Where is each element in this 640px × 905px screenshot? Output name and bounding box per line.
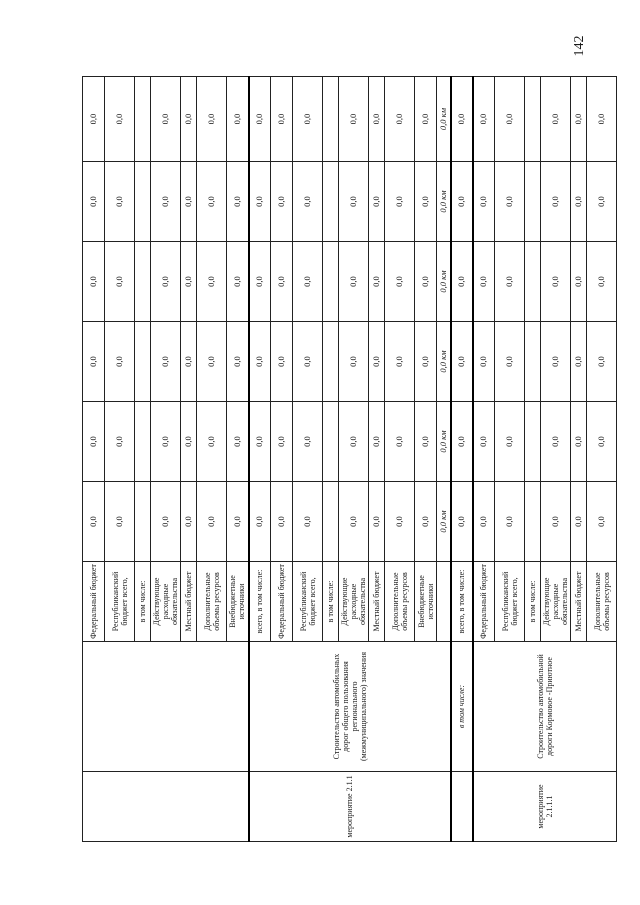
value-cell: 0,0 [339, 77, 369, 162]
value-cell: 0,0 [181, 322, 197, 402]
funding-source-cell: Дополнительные объемы ресурсов [587, 562, 617, 642]
value-cell: 0,0 [385, 242, 415, 322]
value-cell: 0,0 [293, 322, 323, 402]
value-cell: 0,0 [473, 322, 495, 402]
value-cell [135, 77, 151, 162]
value-cell: 0,0 [385, 322, 415, 402]
value-cell: 0,0 [415, 162, 437, 242]
value-cell: 0,0 [197, 482, 227, 562]
value-cell [323, 162, 339, 242]
value-cell: 0,0 [415, 482, 437, 562]
value-cell: 0,0 [587, 322, 617, 402]
funding-source-cell: Действующие расходные обязательства [339, 562, 369, 642]
funding-source-cell: Дополнительные объемы ресурсов [385, 562, 415, 642]
value-cell: 0,0 [339, 162, 369, 242]
value-cell: 0,0 [249, 77, 271, 162]
value-cell: 0,0 [249, 162, 271, 242]
value-cell: 0,0 [293, 242, 323, 322]
value-cell: 0,0 [339, 242, 369, 322]
funding-source-cell: Республиканский бюджет всего, [495, 562, 525, 642]
value-cell: 0,0 [249, 242, 271, 322]
value-cell: 0,0 [541, 77, 571, 162]
value-cell: 0,0 км [437, 162, 451, 242]
value-cell: 0,0 [227, 402, 249, 482]
value-cell: 0,0 [473, 162, 495, 242]
value-cell: 0,0 [181, 77, 197, 162]
value-cell: 0,0 [571, 402, 587, 482]
funding-source-cell: Действующие расходные обязательства [151, 562, 181, 642]
value-cell: 0,0 [495, 402, 525, 482]
measure-name-cell: Строительство автомобильной дороги Кормовое -Приютное [473, 642, 617, 772]
value-cell: 0,0 [385, 482, 415, 562]
value-cell: 0,0 [197, 162, 227, 242]
value-cell: 0,0 [83, 322, 105, 402]
funding-source-cell: Действующие расходные обязательства [541, 562, 571, 642]
value-cell: 0,0 [249, 482, 271, 562]
value-cell: 0,0 [495, 77, 525, 162]
value-cell: 0,0 [227, 242, 249, 322]
table-row [83, 77, 105, 842]
value-cell: 0,0 [105, 482, 135, 562]
value-cell: 0,0 [415, 322, 437, 402]
funding-source-cell: Местный бюджет [181, 562, 197, 642]
funding-source-cell: Местный бюджет [571, 562, 587, 642]
value-cell: 0,0 [473, 77, 495, 162]
value-cell: 0,0 [473, 242, 495, 322]
value-cell: 0,0 [151, 402, 181, 482]
value-cell: 0,0 [495, 242, 525, 322]
value-cell: 0,0 [385, 77, 415, 162]
value-cell: 0,0 [571, 77, 587, 162]
funding-source-cell: всего, в том числе: [249, 562, 271, 642]
funding-source-cell: Внебюджетные источники [415, 562, 437, 642]
value-cell: 0,0 [271, 482, 293, 562]
funding-source-cell: Местный бюджет [369, 562, 385, 642]
value-cell: 0,0 [197, 77, 227, 162]
funding-source-cell [437, 562, 451, 642]
value-cell: 0,0 км [437, 322, 451, 402]
value-cell: 0,0 [271, 77, 293, 162]
value-cell: 0,0 [587, 482, 617, 562]
value-cell: 0,0 [227, 162, 249, 242]
value-cell: 0,0 [541, 242, 571, 322]
value-cell: 0,0 [473, 482, 495, 562]
value-cell: 0,0 [451, 242, 473, 322]
funding-source-cell: в том числе: [135, 562, 151, 642]
value-cell: 0,0 [105, 162, 135, 242]
value-cell: 0,0 [293, 482, 323, 562]
value-cell [323, 482, 339, 562]
measure-code-cell: мероприятие 2.1.1.1 [473, 772, 617, 842]
value-cell: 0,0 [181, 482, 197, 562]
value-cell [323, 402, 339, 482]
value-cell: 0,0 [369, 242, 385, 322]
value-cell: 0,0 [83, 482, 105, 562]
value-cell: 0,0 [385, 162, 415, 242]
value-cell: 0,0 [339, 322, 369, 402]
value-cell: 0,0 [587, 162, 617, 242]
table-row [451, 77, 473, 842]
measure-name-cell: Строительство автомобильных дорог общего пользования регионального (межмуниципального) значения [249, 642, 451, 772]
value-cell: 0,0 [385, 402, 415, 482]
value-cell [135, 162, 151, 242]
value-cell: 0,0 [369, 77, 385, 162]
value-cell: 0,0 [271, 242, 293, 322]
value-cell: 0,0 [105, 402, 135, 482]
value-cell: 0,0 [339, 482, 369, 562]
value-cell: 0,0 км [437, 402, 451, 482]
value-cell: 0,0 [541, 482, 571, 562]
funding-source-cell: Республиканский бюджет всего, [105, 562, 135, 642]
value-cell: 0,0 [339, 402, 369, 482]
measure-code-cell: мероприятие 2.1.1 [249, 772, 451, 842]
value-cell [135, 482, 151, 562]
value-cell [135, 242, 151, 322]
value-cell: 0,0 [293, 162, 323, 242]
table-row [249, 77, 271, 842]
value-cell: 0,0 [571, 162, 587, 242]
value-cell: 0,0 [495, 162, 525, 242]
value-cell: 0,0 [105, 77, 135, 162]
value-cell: 0,0 [587, 242, 617, 322]
value-cell: 0,0 [83, 162, 105, 242]
value-cell: 0,0 [369, 402, 385, 482]
value-cell: 0,0 км [437, 482, 451, 562]
value-cell: 0,0 [105, 242, 135, 322]
value-cell: 0,0 [83, 242, 105, 322]
measure-name-cell: в том числе: [451, 642, 473, 772]
value-cell: 0,0 [451, 322, 473, 402]
value-cell: 0,0 [151, 162, 181, 242]
value-cell: 0,0 [105, 322, 135, 402]
value-cell: 0,0 [571, 322, 587, 402]
value-cell: 0,0 [415, 402, 437, 482]
value-cell: 0,0 [197, 402, 227, 482]
rotated-table-container [82, 77, 611, 842]
value-cell: 0,0 [415, 77, 437, 162]
funding-source-cell: Федеральный бюджет [83, 562, 105, 642]
value-cell: 0,0 [541, 162, 571, 242]
value-cell [525, 322, 541, 402]
value-cell: 0,0 [293, 402, 323, 482]
value-cell: 0,0 [587, 402, 617, 482]
value-cell: 0,0 [83, 402, 105, 482]
budget-table [82, 76, 617, 842]
value-cell: 0,0 [197, 322, 227, 402]
value-cell: 0,0 [271, 322, 293, 402]
page-number: 142 [572, 35, 587, 57]
value-cell: 0,0 [151, 482, 181, 562]
value-cell: 0,0 [181, 162, 197, 242]
value-cell: 0,0 [197, 242, 227, 322]
value-cell: 0,0 [571, 242, 587, 322]
funding-source-cell: Республиканский бюджет всего, [293, 562, 323, 642]
value-cell: 0,0 км [437, 77, 451, 162]
funding-source-cell: Внебюджетные источники [227, 562, 249, 642]
value-cell [135, 402, 151, 482]
table-row [473, 77, 495, 842]
value-cell: 0,0 [181, 242, 197, 322]
value-cell: 0,0 [249, 402, 271, 482]
value-cell: 0,0 [587, 77, 617, 162]
value-cell: 0,0 [271, 162, 293, 242]
value-cell [525, 77, 541, 162]
value-cell: 0,0 [571, 482, 587, 562]
funding-source-cell: в том числе: [323, 562, 339, 642]
value-cell: 0,0 [369, 322, 385, 402]
value-cell: 0,0 [369, 482, 385, 562]
value-cell: 0,0 км [437, 242, 451, 322]
measure-code-cell [451, 772, 473, 842]
value-cell: 0,0 [227, 77, 249, 162]
value-cell [525, 402, 541, 482]
measure-name-cell [83, 642, 249, 772]
value-cell: 0,0 [451, 482, 473, 562]
value-cell: 0,0 [151, 242, 181, 322]
value-cell: 0,0 [415, 242, 437, 322]
value-cell [323, 322, 339, 402]
value-cell: 0,0 [495, 322, 525, 402]
value-cell: 0,0 [151, 77, 181, 162]
measure-code-cell [83, 772, 249, 842]
value-cell: 0,0 [249, 322, 271, 402]
value-cell: 0,0 [181, 402, 197, 482]
budget-table-page [82, 77, 611, 842]
value-cell [135, 322, 151, 402]
value-cell: 0,0 [451, 77, 473, 162]
funding-source-cell: всего, в том числе: [451, 562, 473, 642]
value-cell: 0,0 [541, 322, 571, 402]
funding-source-cell: в том числе: [525, 562, 541, 642]
value-cell: 0,0 [541, 402, 571, 482]
value-cell: 0,0 [293, 77, 323, 162]
value-cell: 0,0 [369, 162, 385, 242]
value-cell: 0,0 [151, 322, 181, 402]
value-cell [323, 242, 339, 322]
value-cell: 0,0 [271, 402, 293, 482]
funding-source-cell: Федеральный бюджет [473, 562, 495, 642]
funding-source-cell: Дополнительные объемы ресурсов [197, 562, 227, 642]
value-cell: 0,0 [227, 322, 249, 402]
value-cell: 0,0 [227, 482, 249, 562]
value-cell [525, 482, 541, 562]
value-cell: 0,0 [83, 77, 105, 162]
value-cell: 0,0 [495, 482, 525, 562]
funding-source-cell: Федеральный бюджет [271, 562, 293, 642]
value-cell [323, 77, 339, 162]
value-cell: 0,0 [451, 162, 473, 242]
value-cell [525, 242, 541, 322]
value-cell: 0,0 [473, 402, 495, 482]
value-cell [525, 162, 541, 242]
value-cell: 0,0 [451, 402, 473, 482]
